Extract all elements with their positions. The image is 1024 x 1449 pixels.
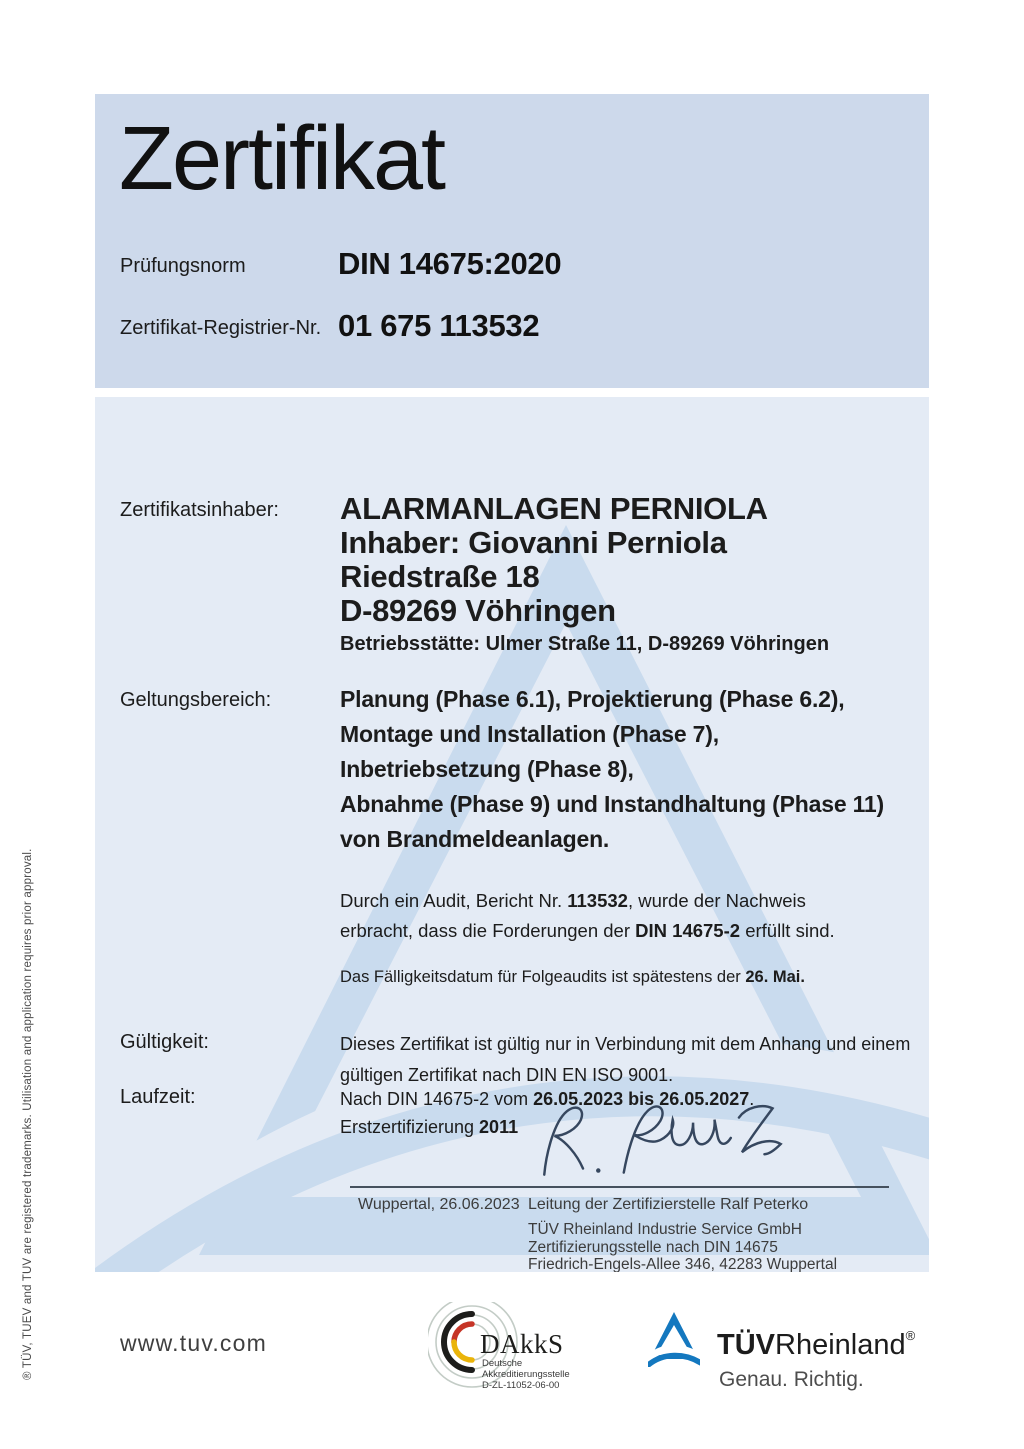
dakks-red-arc xyxy=(454,1324,472,1342)
tuv-tagline: Genau. Richtig. xyxy=(719,1368,864,1391)
validity-line: Dieses Zertifikat ist gültig nur in Verbindung mit dem Anhang und einem xyxy=(340,1034,911,1054)
test-standard-label: Prüfungsnorm xyxy=(120,255,246,277)
validity-block xyxy=(340,1029,910,1091)
trademark-note: ® TÜV, TUEV and TUV are registered trademarks. Utilisation and application requires prior approval. xyxy=(22,848,34,1380)
tuv-wordmark-rest: Rheinland xyxy=(775,1329,906,1361)
due-date-value: 26. Mai. xyxy=(745,968,805,986)
term-label: Laufzeit: xyxy=(120,1086,196,1108)
registered-trademark-symbol: ® xyxy=(905,1328,916,1343)
certificate-body xyxy=(95,397,929,1272)
audit-text: , wurde der Nachweis xyxy=(627,890,806,911)
certificate-header xyxy=(95,94,929,388)
holder-site: Betriebsstätte: Ulmer Straße 11, D-89269 Vöhringen xyxy=(340,633,830,655)
holder-street: Riedstraße 18 xyxy=(340,559,540,594)
dakks-logo xyxy=(428,1302,608,1402)
audit-paragraph xyxy=(340,886,835,946)
term-text: . xyxy=(749,1089,755,1109)
dakks-gold-arc xyxy=(454,1342,472,1360)
scope-line: Planung (Phase 6.1), Projektierung (Phase 6.2), xyxy=(340,686,845,712)
scope-line: Inbetriebsetzung (Phase 8), xyxy=(340,756,634,782)
tuv-wordmark-bold: TÜV xyxy=(717,1329,775,1361)
tuv-website: www.tuv.com xyxy=(120,1330,267,1356)
scope-line: Montage und Installation (Phase 7), xyxy=(340,721,719,747)
scope-label: Geltungsbereich: xyxy=(120,689,272,711)
term-text: Nach DIN 14675-2 vom xyxy=(340,1089,534,1109)
dakks-registration-number: D-ZL-11052-06-00 xyxy=(482,1380,560,1391)
first-certification-text: Erstzertifizierung xyxy=(340,1117,480,1137)
audit-text: erbracht, dass die Forderungen der xyxy=(340,920,636,941)
issuer-street: Friedrich-Engels-Allee 346, 42283 Wuppertal xyxy=(528,1256,838,1272)
scope-line: von Brandmeldeanlagen. xyxy=(340,826,610,852)
due-date-line xyxy=(340,968,805,987)
tuv-rheinland-wordmark xyxy=(717,1328,915,1362)
scope-block xyxy=(340,682,884,857)
page-title: Zertifikat xyxy=(119,109,445,209)
signature-place-date: Wuppertal, 26.06.2023 xyxy=(358,1196,520,1213)
signature xyxy=(530,1095,795,1189)
holder-owner: Inhaber: Giovanni Perniola xyxy=(340,525,727,560)
holder-label: Zertifikatsinhaber: xyxy=(120,499,279,521)
signature-role: Leitung der Zertifizierstelle Ralf Peterko xyxy=(528,1196,809,1213)
due-date-text: Das Fälligkeitsdatum für Folgeaudits ist spätestens der xyxy=(340,968,746,986)
issuer-department: Zertifizierungsstelle nach DIN 14675 xyxy=(528,1238,778,1256)
registration-number-label: Zertifikat-Registrier-Nr. xyxy=(120,317,322,339)
first-certification-year: 2011 xyxy=(479,1117,519,1137)
test-standard-value: DIN 14675:2020 xyxy=(338,246,562,281)
audit-report-number: 113532 xyxy=(567,890,628,911)
audit-text: Durch ein Audit, Bericht Nr. xyxy=(340,890,568,911)
audit-norm: DIN 14675-2 xyxy=(635,920,741,941)
term-dates: 26.05.2023 bis 26.05.2027 xyxy=(533,1089,750,1109)
issuer-address-block xyxy=(528,1221,837,1272)
scope-line: Abnahme (Phase 9) und Instandhaltung (Phase 11) xyxy=(340,791,884,817)
validity-label: Gültigkeit: xyxy=(120,1031,209,1053)
signature-line xyxy=(350,1186,889,1188)
issuer-company: TÜV Rheinland Industrie Service GmbH xyxy=(528,1221,802,1238)
audit-text: erfüllt sind. xyxy=(740,920,835,941)
dakks-wordmark: DAkkS xyxy=(480,1329,564,1359)
holder-block xyxy=(340,492,829,656)
first-certification-line xyxy=(340,1112,518,1143)
dakks-subline: Deutsche xyxy=(482,1358,523,1369)
holder-city: D-89269 Vöhringen xyxy=(340,593,616,628)
registration-number-value: 01 675 113532 xyxy=(338,308,540,343)
validity-line: gültigen Zertifikat nach DIN EN ISO 9001. xyxy=(340,1065,674,1085)
holder-name: ALARMANLAGEN PERNIOLA xyxy=(340,491,768,526)
tuv-rheinland-triangle-icon xyxy=(648,1309,700,1367)
dakks-subline: Akkreditierungsstelle xyxy=(482,1369,570,1380)
